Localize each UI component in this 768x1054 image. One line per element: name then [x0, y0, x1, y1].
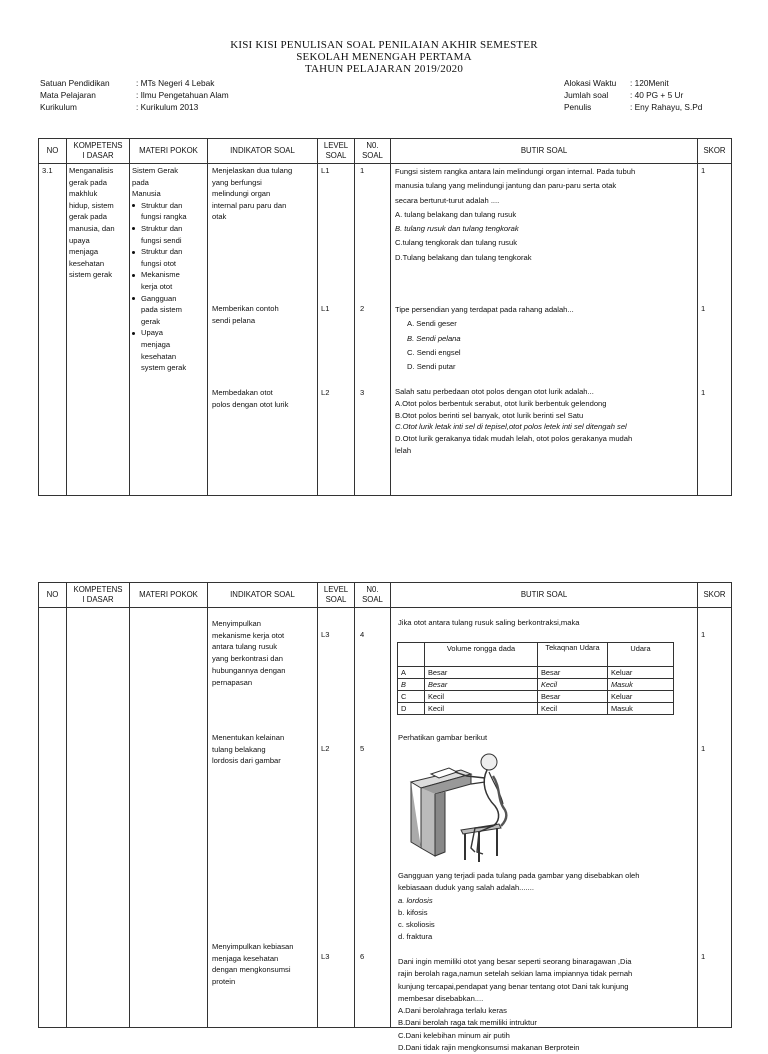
materi-heading: Sistem Gerak — [132, 166, 178, 175]
answer-table-header: Volume rongga dada Tekaqnan Udara Udara — [398, 643, 674, 667]
level-value: L3 — [321, 630, 330, 639]
materi-item: system gerak — [141, 363, 187, 373]
bullet-icon — [132, 274, 135, 277]
level-value: L3 — [321, 952, 330, 961]
meta-label: Kurikulum — [40, 102, 77, 112]
answer-option: D.Tulang belakang dan tulang tengkorak — [395, 252, 532, 262]
indikator-line: antara tulang rusuk — [212, 642, 278, 652]
materi-item: menjaga — [141, 339, 171, 349]
materi-item: Struktur dan — [132, 246, 187, 258]
question-stem: Dani ingin memiliki otot yang besar seperti seorang binaragawan ,Dia — [398, 957, 632, 966]
question-stem: Fungsi sistem rangka antara lain melindungi organ internal. Pada tubuh — [395, 167, 636, 176]
question-stem: Tipe persendian yang terdapat pada rahang adalah... — [395, 305, 574, 314]
kisi-table-1 — [38, 138, 732, 496]
materi-item: fungsi otot — [141, 258, 177, 268]
answer-row: D Kecil Kecil Masuk — [398, 703, 674, 715]
indikator-line: dengan mengkonsumsi — [212, 965, 291, 975]
question-number: 3 — [360, 388, 365, 397]
answer-option: B. tulang rusuk dan tulang tengkorak — [395, 224, 519, 234]
answer-option: D.Dani tidak rajin mengkonsumsi makanan Berprotein — [398, 1043, 580, 1053]
kisi-table-2 — [38, 582, 732, 1053]
materi-item: Gangguan — [132, 293, 187, 305]
question-stem: kebiasaan duduk yang salah adalah....... — [398, 883, 534, 893]
question-number: 4 — [360, 630, 365, 639]
meta-label: Satuan Pendidikan — [40, 78, 110, 88]
answer-option: B.Otot polos berinti sel banyak, otot lurik berinti sel Satu — [395, 410, 584, 420]
meta-label: Mata Pelajaran — [40, 90, 96, 100]
answer-row: A Besar Besar Keluar — [398, 667, 674, 679]
col-butir: BUTIR SOAL — [391, 583, 698, 608]
answer-option: D. Sendi putar — [407, 362, 456, 372]
indikator-line: tulang belakang — [212, 744, 266, 754]
question-stem: Salah satu perbedaan otot polos dengan otot lurik adalah... — [395, 387, 594, 396]
bullet-icon — [132, 227, 135, 230]
materi-item: kesehatan — [141, 351, 177, 361]
kd-line: makhluk — [69, 189, 98, 199]
indikator-line: Menentukan kelainan — [212, 733, 285, 742]
indikator-line: lordosis dari gambar — [212, 756, 281, 766]
question-stem: kunjung tercapai,pendapat yang benar tentang otot Dani tak kunjung — [398, 981, 629, 991]
col-kompetensi: KOMPETENS I DASAR — [67, 139, 130, 164]
indikator-line: Membedakan otot — [212, 388, 273, 397]
kd-line: sistem gerak — [69, 270, 113, 280]
col-indikator: INDIKATOR SOAL — [208, 139, 318, 164]
kd-line: Menganalisis — [69, 166, 114, 175]
indikator-line: hubungannya dengan — [212, 665, 286, 675]
meta-right — [564, 77, 702, 113]
indikator-line: Menyimpulkan kebiasan — [212, 942, 294, 951]
answer-option: A. Sendi geser — [407, 319, 457, 329]
answer-option: c. skoliosis — [398, 920, 435, 930]
level-value: L2 — [321, 388, 330, 397]
materi-item: gerak — [141, 316, 160, 326]
question-number: 1 — [360, 166, 365, 175]
score-value: 1 — [701, 388, 706, 397]
materi-item: Struktur dan — [132, 223, 187, 235]
indikator-line: polos dengan otot lurik — [212, 399, 289, 409]
doc-title: KISI KISI PENULISAN SOAL PENILAIAN AKHIR SEMESTER — [230, 39, 538, 51]
col-skor: SKOR — [698, 139, 732, 164]
answer-option: A. tulang belakang dan tulang rusuk — [395, 209, 517, 219]
table-header-row — [39, 139, 732, 164]
meta-label: Penulis — [564, 102, 592, 112]
materi-item: fungsi sendi — [141, 235, 182, 245]
answer-row: C Kecil Besar Keluar — [398, 691, 674, 703]
indikator-line: melindungi organ — [212, 189, 271, 199]
school-year: TAHUN PELAJARAN 2019/2020 — [304, 63, 464, 75]
col-nosoal: N0. SOAL — [355, 139, 391, 164]
col-no: NO — [39, 583, 67, 608]
question-number: 5 — [360, 744, 365, 753]
table-header-row — [39, 583, 732, 608]
answer-option: A.Otot polos berbentuk serabut, otot lurik berbentuk gelendong — [395, 398, 607, 408]
meta-label: Jumlah soal — [564, 90, 609, 100]
materi-item: Struktur dan — [132, 200, 187, 212]
question-stem: manusia tulang yang melindungi jantung dan paru-paru serta otak — [395, 181, 617, 191]
score-value: 1 — [701, 744, 706, 753]
meta-left — [40, 77, 229, 113]
indikator-line: yang berfungsi — [212, 177, 262, 187]
indikator-line: Memberikan contoh — [212, 304, 279, 313]
level-value: L1 — [321, 304, 330, 313]
question-number: 6 — [360, 952, 365, 961]
answer-option: a. lordosis — [398, 895, 433, 905]
answer-table — [397, 642, 674, 715]
indikator-line: Menyimpulkan — [212, 619, 261, 628]
col-indikator: INDIKATOR SOAL — [208, 583, 318, 608]
answer-option: D.Otot lurik gerakanya tidak mudah lelah, otot polos gerakanya mudah — [395, 434, 633, 444]
bullet-icon — [132, 297, 135, 300]
kd-line: hidup, sistem — [69, 200, 114, 210]
col-skor: SKOR — [698, 583, 732, 608]
indikator-line: sendi pelana — [212, 315, 256, 325]
meta-value: : Eny Rahayu, S.Pd — [630, 102, 703, 112]
level-value: L2 — [321, 744, 330, 753]
meta-value: : Ilmu Pengetahuan Alam — [136, 90, 229, 100]
answer-option: B. Sendi pelana — [407, 333, 461, 343]
indikator-line: yang berkontrasi dan — [212, 654, 283, 664]
meta-value: : Kurikulum 2013 — [136, 102, 199, 112]
lordosis-illustration — [405, 748, 525, 864]
indikator-line: otak — [212, 212, 227, 222]
score-value: 1 — [701, 952, 706, 961]
bullet-icon — [132, 204, 135, 207]
question-stem: Jika otot antara tulang rusuk saling berkontraksi,maka — [398, 618, 580, 627]
kd-line: manusia, dan — [69, 223, 115, 233]
question-stem: rajin berolah raga,namun setelah sekian lama impiannya tidak pernah — [398, 969, 633, 979]
table-row — [39, 164, 732, 496]
col-materi: MATERI POKOK — [130, 583, 208, 608]
table-row — [39, 608, 732, 1028]
answer-option: C.Otot lurik letak inti sel di tepisel,otot polos letek inti sel ditengah sel — [395, 422, 627, 432]
score-value: 1 — [701, 630, 706, 639]
answer-row: B Besar Kecil Masuk — [398, 679, 674, 691]
col-nosoal: N0. SOAL — [355, 583, 391, 608]
col-level: LEVEL SOAL — [318, 139, 355, 164]
materi-item: Upaya — [132, 327, 187, 339]
question-stem: secara berturut-turut adalah .... — [395, 195, 500, 205]
score-value: 1 — [701, 304, 706, 313]
materi-heading: Manusia — [132, 189, 161, 199]
indikator-line: mekanisme kerja otot — [212, 630, 285, 640]
meta-value: : MTs Negeri 4 Lebak — [136, 78, 215, 88]
meta-label: Alokasi Waktu — [564, 78, 617, 88]
answer-option: C. Sendi engsel — [407, 347, 461, 357]
score-value: 1 — [701, 166, 706, 175]
col-no: NO — [39, 139, 67, 164]
answer-option: A.Dani berolahraga terlalu keras — [398, 1006, 507, 1016]
answer-option: C.tulang tengkorak dan tulang rusuk — [395, 238, 518, 248]
answer-option: b. kifosis — [398, 907, 428, 917]
kd-line: upaya — [69, 235, 90, 245]
col-kompetensi: KOMPETENS I DASAR — [67, 583, 130, 608]
meta-value: : 120Menit — [630, 78, 669, 88]
bullet-icon — [132, 251, 135, 254]
bullet-icon — [132, 332, 135, 335]
materi-item: Mekanisme — [132, 269, 187, 281]
answer-option: B.Dani berolah raga tak memiliki intruktur — [398, 1018, 537, 1028]
indikator-line: pernapasan — [212, 677, 253, 687]
question-number: 2 — [360, 304, 365, 313]
question-stem: Gangguan yang terjadi pada tulang pada gambar yang disebabkan oleh — [398, 871, 640, 880]
kd-number: 3.1 — [42, 166, 53, 175]
indikator-line: internal paru paru dan — [212, 200, 287, 210]
kd-line: kesehatan — [69, 258, 105, 268]
indikator-line: protein — [212, 977, 236, 987]
question-stem: membesar disebabkan.... — [398, 993, 484, 1003]
materi-item: fungsi rangka — [141, 212, 187, 222]
answer-option: C.Dani kelebihan minum air putih — [398, 1030, 510, 1040]
materi-heading: pada — [132, 177, 149, 187]
meta-value: : 40 PG + 5 Ur — [630, 90, 684, 100]
school-level: SEKOLAH MENENGAH PERTAMA — [296, 51, 472, 63]
col-level: LEVEL SOAL — [318, 583, 355, 608]
col-materi: MATERI POKOK — [130, 139, 208, 164]
materi-item: pada sistem — [141, 305, 182, 315]
col-butir: BUTIR SOAL — [391, 139, 698, 164]
kd-line: gerak pada — [69, 212, 107, 222]
kd-line: gerak pada — [69, 177, 107, 187]
indikator-line: menjaga kesehatan — [212, 953, 279, 963]
answer-option: lelah — [395, 445, 412, 455]
level-value: L1 — [321, 166, 330, 175]
answer-option: d. fraktura — [398, 932, 433, 942]
kd-line: menjaga — [69, 247, 99, 257]
indikator-line: Menjelaskan dua tulang — [212, 166, 293, 175]
materi-item: kerja otot — [141, 281, 173, 291]
question-intro: Perhatikan gambar berikut — [398, 733, 488, 742]
